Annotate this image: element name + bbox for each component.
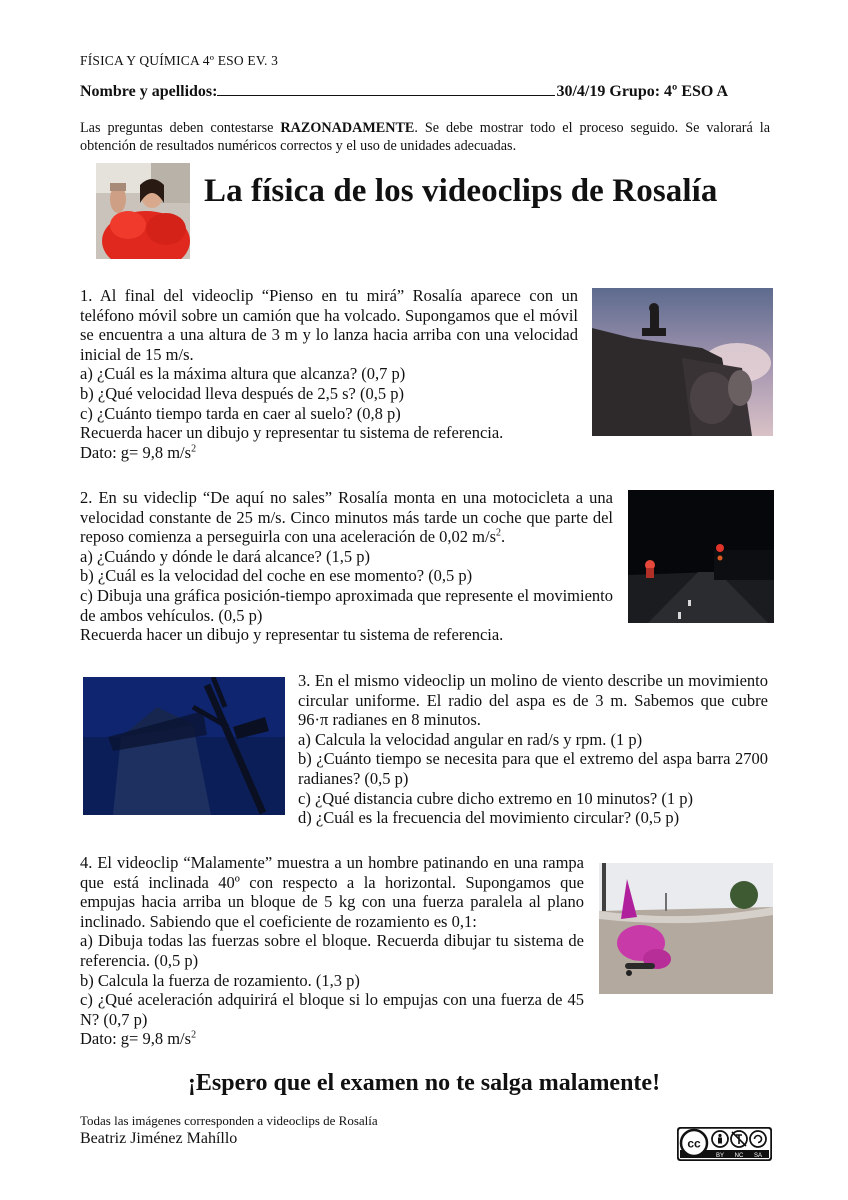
question-4-intro: 4. El videoclip “Malamente” muestra a un hombre patinando en una rampa que está inclinada 40º con respecto a la horizontal. Supongamos que empujas hacia arriba un bloque de 5 kg con una fuerza paralela al plano inclinado. Sabiendo que el coeficiente de rozamiento es 0,1: [80,853,584,931]
date-group: 30/4/19 Grupo: 4º ESO A [556,83,729,100]
cc-text: cc [687,1136,701,1151]
question-3-d: d) ¿Cuál es la frecuencia del movimiento circular? (0,5 p) [298,808,680,828]
question-4 [80,853,584,1049]
closing-message: ¡Espero que el examen no te salga malamente! [187,1070,661,1096]
question-4-c: c) ¿Qué aceleración adquirirá el bloque si lo empujas con una fuerza de 45 N? (0,7 p) [80,990,584,1029]
sa-text: SA [753,1153,763,1159]
question-2-a: a) ¿Cuándo y dónde le dará alcance? (1,5 p) [80,546,370,566]
footer-note: Todas las imágenes corresponden a videoclips de Rosalía [80,1113,378,1128]
q2-photo-night-road [628,490,774,623]
question-2-b: b) ¿Cuál es la velocidad del coche en ese momento? (0,5 p) [80,566,473,586]
q3-photo-windmill [83,677,285,815]
instructions-prefix: Las preguntas deben contestarse [80,120,281,136]
question-3 [298,671,768,828]
instructions-emphasis: RAZONADAMENTE [280,120,415,136]
instructions-suffix: . Se debe mostrar todo el proceso seguido. Se valorará la obtención de resultados numéricos correctos y el uso de unidades adecuadas. [80,120,771,154]
question-3-intro: 3. En el mismo videoclip un molino de viento describe un movimiento circular uniforme. El radio del aspa es de 3 m. Sabemos que cubre 96·π radianes en 8 minutos. [298,671,768,730]
q1-photo-truck [592,288,773,436]
question-1-intro: 1. Al final del videoclip “Pienso en tu mirá” Rosalía aparece con un teléfono móvil sobre un camión que ha volcado. Supongamos que el móvil se encuentra a una altura de 3 m y lo lanza hacia arriba con una velocidad inicial de 15 m/s. [80,286,578,364]
name-label: Nombre y apellidos: [80,83,218,100]
title-photo [96,163,190,259]
question-1-b: b) ¿Qué velocidad lleva después de 2,5 s? (0,5 p) [80,383,404,403]
question-3-b: b) ¿Cuánto tiempo se necesita para que el extremo del aspa barra 2700 radianes? (0,5 p) [298,749,768,788]
by-text: BY [715,1153,725,1159]
q4-photo-skater [599,863,773,994]
question-2-reminder: Recuerda hacer un dibujo y representar tu sistema de referencia. [80,625,504,645]
cc-license-badge [677,1127,772,1161]
question-1-reminder: Recuerda hacer un dibujo y representar tu sistema de referencia. [80,423,504,443]
question-3-c: c) ¿Qué distancia cubre dicho extremo en 10 minutos? (1 p) [298,788,693,808]
question-3-a: a) Calcula la velocidad angular en rad/s y rpm. (1 p) [298,729,643,749]
question-1 [80,286,578,462]
question-2-intro: 2. En su videclip “De aquí no sales” Rosalía monta en una motocicleta a una velocidad constante de 25 m/s. Cinco minutos más tarde un coche que parte del reposo comienza a perseguirla con una aceleración de 0,02 $m/s^2$. [80,488,613,547]
question-2 [80,488,613,645]
instructions [80,120,770,155]
name-blank-line [217,82,555,96]
subject-heading: FÍSICA Y QUÍMICA 4º ESO EV. 3 [80,53,279,68]
name-row [80,82,760,101]
question-4-a: a) Dibuja todas las fuerzas sobre el bloque. Recuerda dibujar tu sistema de referencia. (0,5 p) [80,931,584,970]
question-4-b: b) Calcula la fuerza de rozamiento. (1,3 p) [80,970,360,990]
question-1-c: c) ¿Cuánto tiempo tarda en caer al suelo? (0,8 p) [80,403,401,423]
question-1-a: a) ¿Cuál es la máxima altura que alcanza? (0,7 p) [80,364,406,384]
question-1-data: Dato: g= 9,8 $m/s^2$ [80,442,197,462]
nc-text: NC [734,1153,744,1159]
question-2-c: c) Dibuja una gráfica posición-tiempo aproximada que represente el movimiento de ambos vehículos. (0,5 p) [80,585,613,625]
footer-author: Beatriz Jiménez Mahíllo [80,1130,238,1147]
page-title: La física de los videoclips de Rosalía [204,173,718,209]
question-4-data: Dato: g= 9,8 $m/s^2$ [80,1029,197,1049]
